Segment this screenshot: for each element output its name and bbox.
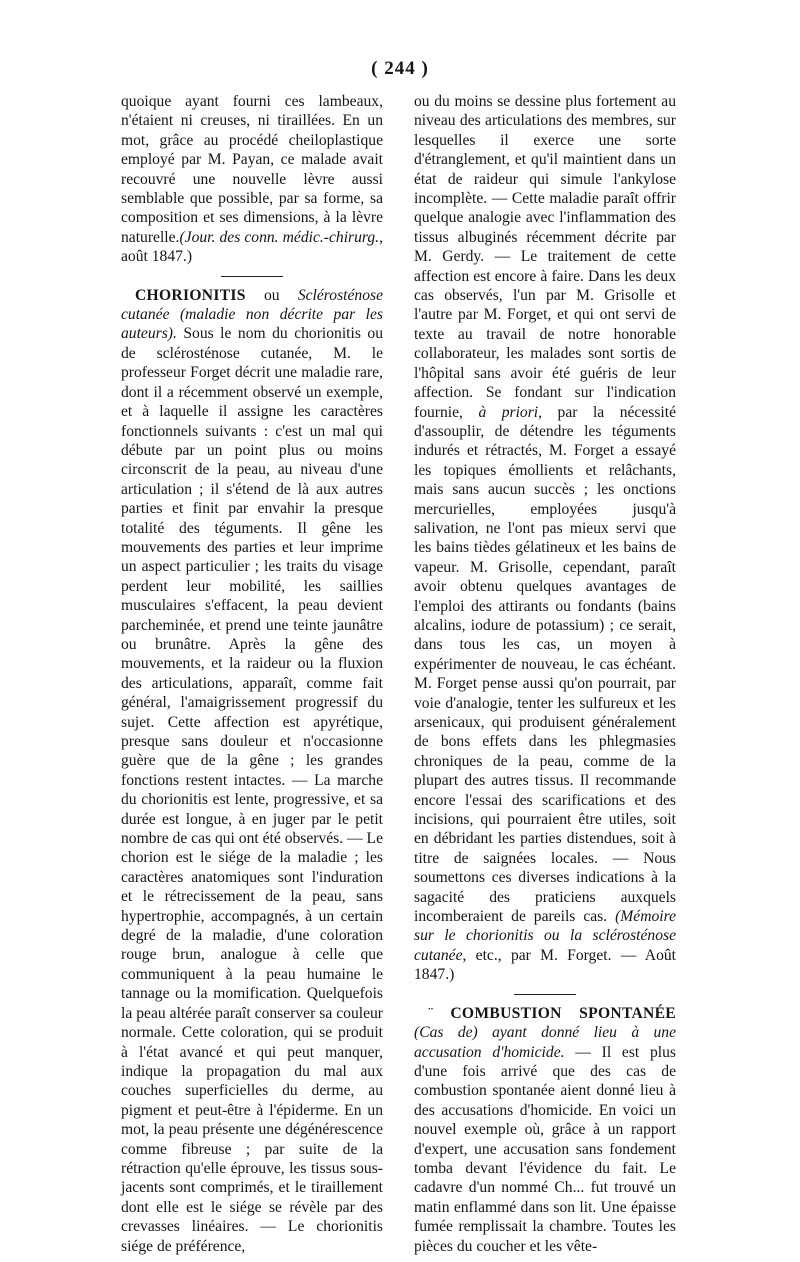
source-citation-date: , etc., par M. Forget. — Août 1847.)	[414, 946, 676, 984]
continued-text: ou du moins se dessine plus fortement au niveau des articulations des membres, sur lesquelles il exerce une sorte d'étranglement, et qu'il maintient dans un état de raideur qui simule l'ankylose incomplète. — Cette maladie paraît offrir quelque analogie avec l'inflammation des tissus albuginés récemment décrite par M. Gerdy. — Le traitement de cette affection est encore à faire. Dans les deux cas observés, l'un par M. Grisolle et l'autre par M. Forget, et qui ont servi de texte au travail de notre honorable collaborateur, les malades sont sortis de l'hôpital sans avoir été guéris de leur affection. Se fondant sur l'indication fournie,	[414, 93, 676, 421]
source-citation: (Jour. des conn. médic.-chirurg.	[179, 228, 380, 246]
left-column	[121, 92, 383, 1256]
article-combustion	[414, 1004, 676, 1256]
continued-paragraph	[414, 92, 676, 985]
heading-join: ou	[245, 286, 298, 304]
page-number: ( 244 )	[371, 58, 429, 79]
source-citation-date: , août 1847.)	[121, 228, 383, 266]
article-body: — Il est plus d'une fois arrivé que des cas de combustion spontanée aient donné lieu à des accusations d'homicide. En voici un nouvel exemple où, grâce à un rapport d'expert, une accusation sans fondement tomba devant l'évidence du fait. Le cadavre d'un nommé Ch... fut trouvé un matin enflammé dans son lit. Une épaisse fumée remplissait la chambre. Toutes les pièces du coucher et les vête-	[414, 1043, 676, 1255]
latin-phrase: à priori	[478, 403, 539, 421]
continued-paragraph	[121, 92, 383, 267]
continued-text: quoique ayant fourni ces lambeaux, n'étaient ni creuses, ni tiraillées. En un mot, grâce au procédé cheiloplastique employé par M. Payan, ce malade avait recouvré une nouvelle lèvre aussi semblable que possible, par sa forme, sa composition et ses dimensions, à la lèvre naturelle.	[121, 93, 383, 246]
article-heading: CHORIONITIS	[135, 286, 246, 304]
margin-mark: ¨	[428, 1004, 451, 1022]
article-chorionitis	[121, 286, 383, 1256]
article-separator	[514, 994, 576, 995]
continued-text-2: , par la nécessité d'assouplir, de détendre les téguments indurés et rétractés, M. Forget a essayé les topiques émollients et relâchants, mais sans aucun succès ; les onctions mercurielles, employées jusqu'à salivation, ne l'ont pas mieux servi que les bains tièdes gélatineux et les bains de vapeur. M. Grisolle, cependant, paraît avoir obtenu quelques avantages de l'emploi des attirants ou fondants (bains alcalins, iodure de potassium) ; ce serait, dans tous les cas, un moyen à expérimenter de nouveau, le cas échéant. M. Forget pense aussi qu'on pourrait, par voie d'analogie, tenter les sulfureux et les arsenicaux, qui produisent généralement de bons effets dans les phlegmasies chroniques de la peau, comme de la plupart des autres tissus. Il recommande encore l'essai des scarifications et des incisions, qui pourraient être utiles, soit en débridant les parties distendues, soit à titre de saignées locales. — Nous soumettons ces diverses indications à la sagacité des praticiens auxquels incomberaient de pareils cas.	[414, 403, 677, 926]
article-heading: COMBUSTION SPONTANÉE	[450, 1004, 677, 1022]
source-citation: (Mémoire sur le chorionitis ou la sclérosténose cutanée	[414, 908, 676, 964]
article-body: Sous le nom du chorionitis ou de sclérosténose cutanée, M. le professeur Forget décrit une maladie rare, dont il a récemment observé un exemple, et à laquelle il assigne les caractères fonctionnels suivants : c'est un mal qui débute par un point plus ou moins circonscrit de la peau, au niveau d'une articulation ; il s'étend de là aux autres parties et finit par envahir la presque totalité des téguments. Il gêne les mouvements des parties et leur imprime un aspect particulier ; les traits du visage perdent leur mobilité, les saillies musculaires s'effacent, la peau devient parcheminée, et prend une teinte jaunâtre ou brunâtre. Après la gêne des mouvements, et la raideur ou la fluxion des articulations, apparaît, comme fait général, l'amaigrissement progressif du sujet. Cette affection est apyrétique, presque sans douleur et n'occasionne guère que de la gêne ; les grandes fonctions restent intactes. — La marche du chorionitis est lente, progressive, et sa durée est longue, à en juger par le petit nombre de cas qui ont été observés. — Le chorion est le siége de la maladie ; les caractères anatomiques sont l'induration et le rétrecissement de la peau, sans hypertrophie, accompagnés, à un certain degré de la maladie, d'une coloration rouge brun, analogue à celle que communiquent à la peau humaine le tannage ou la momification. Quelquefois la peau altérée paraît conserver sa couleur normale. Cette coloration, qui se produit à l'état avancé et qui peut manquer, indique la propagation du mal aux couches superficielles du derme, au pigment et peut-être à l'épiderme. En un mot, la peau présente une dégénérescence comme fibreuse ; par suite de la rétraction qu'elle éprouve, les tissus sous-jacents sont comprimés, et le tiraillement dont elle est le siége se révèle par des crevasses linéaires. — Le chorionitis siége de préférence,	[121, 325, 383, 1255]
article-separator	[221, 276, 283, 277]
right-column	[414, 92, 676, 1256]
article-subtitle: Sclérosténose cutanée (maladie non décrite par les auteurs).	[121, 286, 383, 343]
article-subtitle: (Cas de) ayant donné lieu à une accusation d'homicide.	[414, 1024, 676, 1061]
